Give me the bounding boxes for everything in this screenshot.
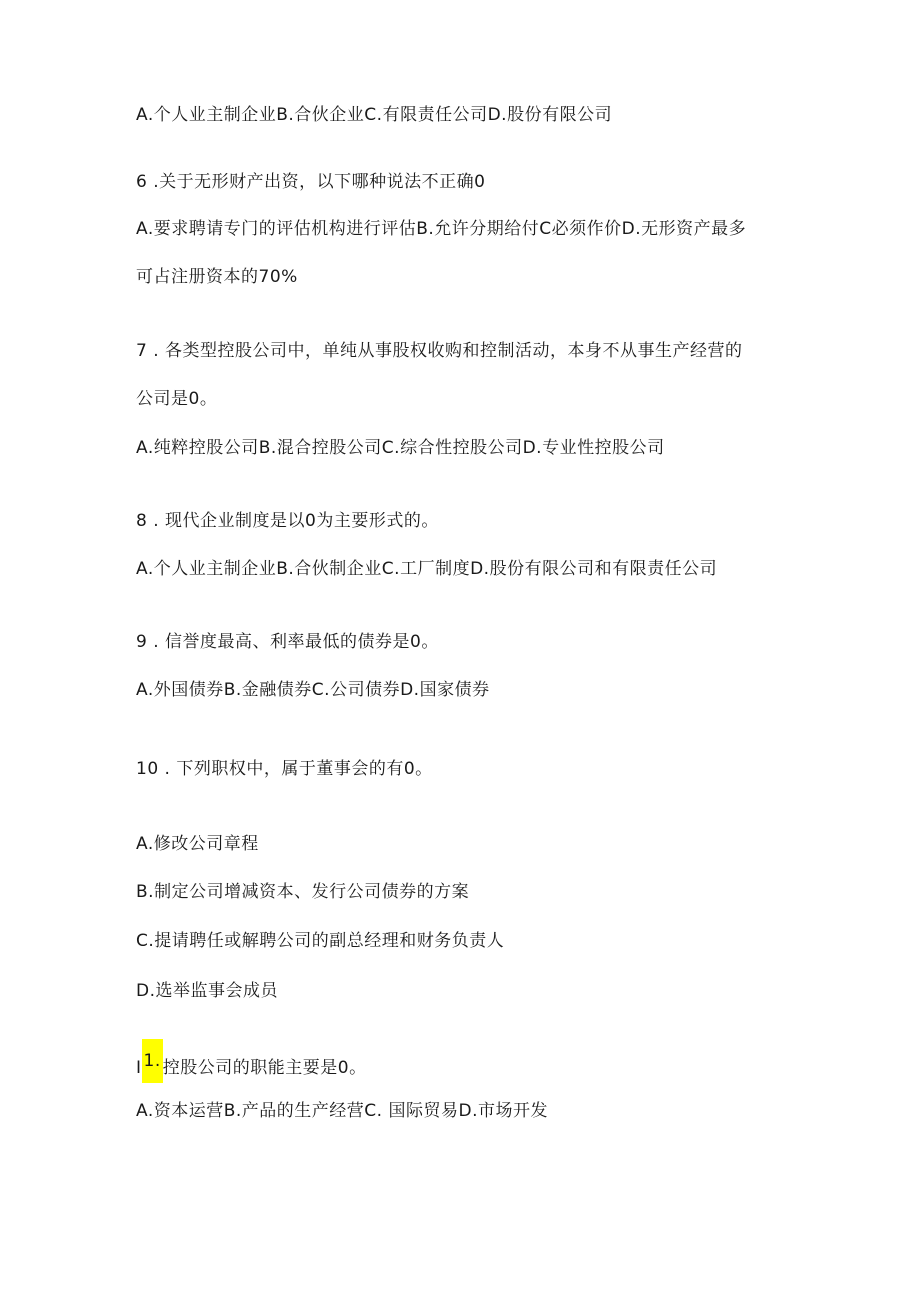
q10-option-a: A.修改公司章程	[136, 834, 259, 854]
q11-question-text: 控股公司的职能主要是0。	[162, 1058, 367, 1078]
q8-question: 8 . 现代企业制度是以0为主要形式的。	[136, 511, 439, 531]
q10-question: 10 . 下列职权中，属于董事会的有0。	[136, 759, 433, 779]
q6-question: 6 .关于无形财产出资，以下哪种说法不正确0	[136, 172, 486, 192]
q7-question-line1: 7 . 各类型控股公司中，单纯从事股权收购和控制活动，本身不从事生产经营的	[136, 341, 743, 361]
q10-option-c: C.提请聘任或解聘公司的副总经理和财务负责人	[136, 931, 505, 951]
q9-question: 9 . 信誉度最高、利率最低的债券是0。	[136, 632, 439, 652]
q11-options: A.资本运营B.产品的生产经营C. 国际贸易D.市场开发	[136, 1101, 548, 1121]
q10-option-b: B.制定公司增减资本、发行公司债券的方案	[136, 882, 470, 902]
q10-option-d: D.选举监事会成员	[136, 981, 278, 1001]
q6-options-line2: 可占注册资本的70%	[136, 267, 298, 287]
q7-options: A.纯粹控股公司B.混合控股公司C.综合性控股公司D.专业性控股公司	[136, 438, 665, 458]
q6-options-line1: A.要求聘请专门的评估机构进行评估B.允许分期给付C必须作价D.无形资产最多	[136, 219, 747, 239]
q11-number-highlight: 1.	[142, 1039, 163, 1083]
q7-question-line2: 公司是0。	[136, 389, 218, 409]
q11-number-prefix: I	[136, 1058, 142, 1078]
q8-options: A.个人业主制企业B.合伙制企业C.工厂制度D.股份有限公司和有限责任公司	[136, 559, 718, 579]
q5-options: A.个人业主制企业B.合伙企业C.有限责任公司D.股份有限公司	[136, 105, 613, 125]
q11-question	[136, 1053, 367, 1083]
q9-options: A.外国债券B.金融债券C.公司债券D.国家债券	[136, 680, 490, 700]
